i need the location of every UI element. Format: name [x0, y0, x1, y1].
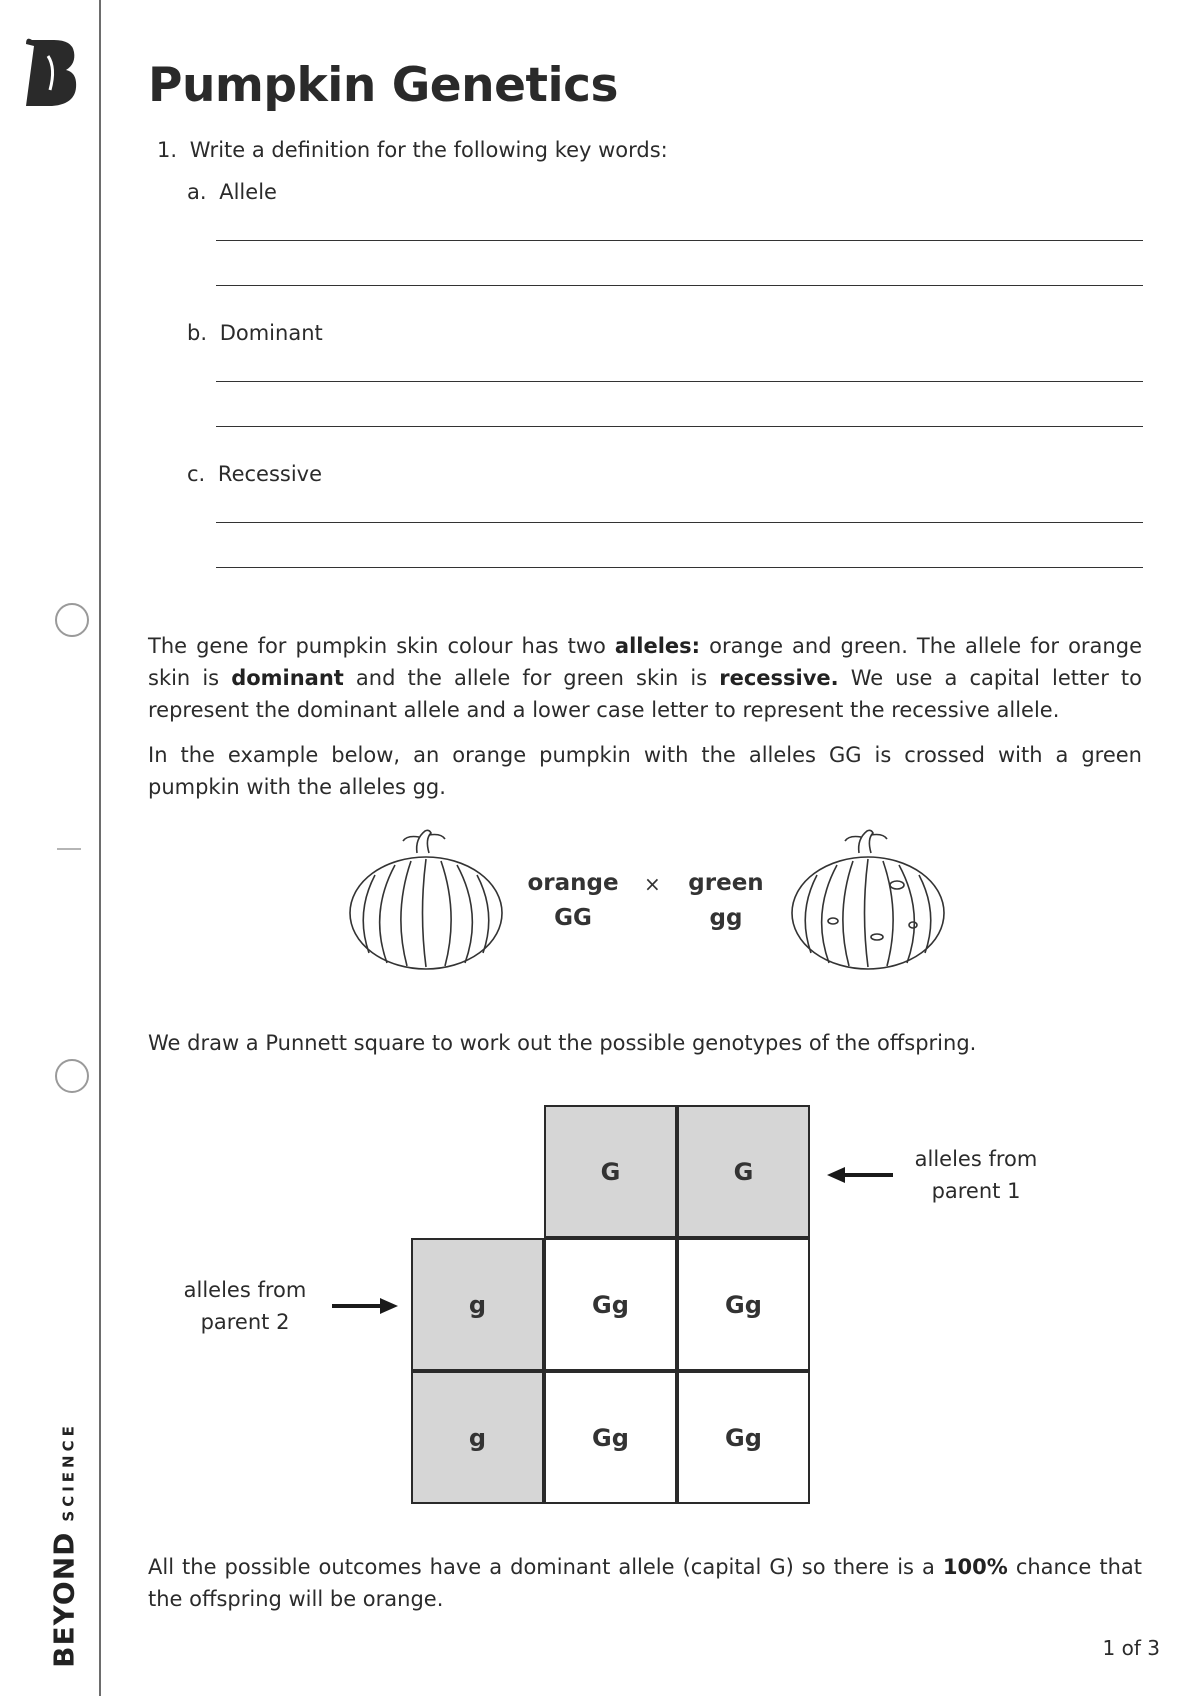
answer-line[interactable]: [216, 522, 1143, 523]
fold-mark: [57, 848, 81, 850]
keyword-recessive: [187, 462, 322, 486]
punch-hole-top: [55, 603, 89, 637]
keyword-term: Recessive: [217, 462, 323, 486]
page-number: 1 of 3: [1102, 1636, 1160, 1660]
right-genotype: gg: [709, 905, 743, 931]
brand-main: BEYOND: [47, 1531, 81, 1668]
punch-hole-bottom: [55, 1059, 89, 1093]
parent2-label-line: alleles from: [183, 1278, 307, 1302]
cross-symbol: ×: [644, 872, 661, 896]
page-title: Pumpkin Genetics: [148, 58, 618, 113]
keyword-letter: a.: [187, 180, 207, 204]
left-genotype: GG: [554, 905, 592, 931]
term-dominant: dominant: [231, 666, 344, 690]
keyword-term: Allele: [219, 180, 277, 204]
offspring-genotype-cell: Gg: [677, 1238, 810, 1371]
offspring-genotype-cell: Gg: [544, 1238, 677, 1371]
parent2-label-line: parent 2: [200, 1310, 290, 1334]
keyword-dominant: [187, 321, 323, 345]
parent1-allele-cell: G: [677, 1105, 810, 1238]
parent1-label: [901, 1143, 1051, 1207]
parent1-label-line: alleles from: [914, 1147, 1038, 1171]
green-pumpkin-illustration: [787, 825, 949, 970]
right-colour: green: [688, 870, 764, 896]
offspring-genotype-cell: Gg: [677, 1371, 810, 1504]
term-recessive: recessive.: [719, 666, 839, 690]
parent2-label: [170, 1274, 320, 1338]
answer-line[interactable]: [216, 285, 1143, 286]
orange-pumpkin-illustration: [345, 825, 507, 970]
probability-value: 100%: [942, 1555, 1008, 1579]
right-parent-label: [666, 866, 786, 936]
question-number: 1.: [157, 138, 178, 162]
parent1-label-line: parent 1: [931, 1179, 1021, 1203]
example-paragraph: In the example below, an orange pumpkin with the alleles GG is crossed with a green pumpkin with the alleles gg.: [148, 743, 1142, 799]
conclusion-text: chance that the offspring will be orange.: [148, 1555, 1142, 1611]
punnett-intro: We draw a Punnett square to work out the possible genotypes of the offspring.: [148, 1031, 977, 1055]
parent2-allele-cell: g: [411, 1238, 544, 1371]
intro-text: The gene for pumpkin skin colour has two: [148, 634, 615, 658]
brand-sub: SCIENCE: [59, 1422, 78, 1522]
answer-line[interactable]: [216, 567, 1143, 568]
offspring-genotype-cell: Gg: [544, 1371, 677, 1504]
keyword-letter: b.: [187, 321, 208, 345]
intro-text: orange and green. The allele for orange skin is: [148, 634, 1142, 690]
term-alleles: alleles:: [614, 634, 701, 658]
intro-text: and the allele for green skin is: [343, 666, 720, 690]
arrow-right-icon: [330, 1296, 400, 1316]
conclusion-paragraph: [148, 1551, 1142, 1615]
keyword-letter: c.: [187, 462, 206, 486]
left-parent-label: [513, 866, 633, 936]
answer-line[interactable]: [216, 381, 1143, 382]
answer-line[interactable]: [216, 426, 1143, 427]
left-colour: orange: [527, 870, 619, 896]
answer-line[interactable]: [216, 240, 1143, 241]
parent1-allele-cell: G: [544, 1105, 677, 1238]
question-1: [157, 138, 668, 162]
intro-text: We use a capital letter to represent the dominant allele and a lower case letter to represent the recessive allele.: [148, 666, 1142, 722]
sidebar-divider: [99, 0, 101, 1696]
question-text: Write a definition for the following key words:: [189, 138, 668, 162]
keyword-term: Dominant: [219, 321, 323, 345]
intro-paragraph: [148, 630, 1142, 726]
parent2-allele-cell: g: [411, 1371, 544, 1504]
keyword-allele: [187, 180, 277, 204]
arrow-left-icon: [825, 1165, 895, 1185]
conclusion-text: All the possible outcomes have a dominant allele (capital G) so there is a: [148, 1555, 943, 1579]
beyond-logo: [22, 34, 82, 112]
brand-wordmark: [48, 1422, 81, 1668]
